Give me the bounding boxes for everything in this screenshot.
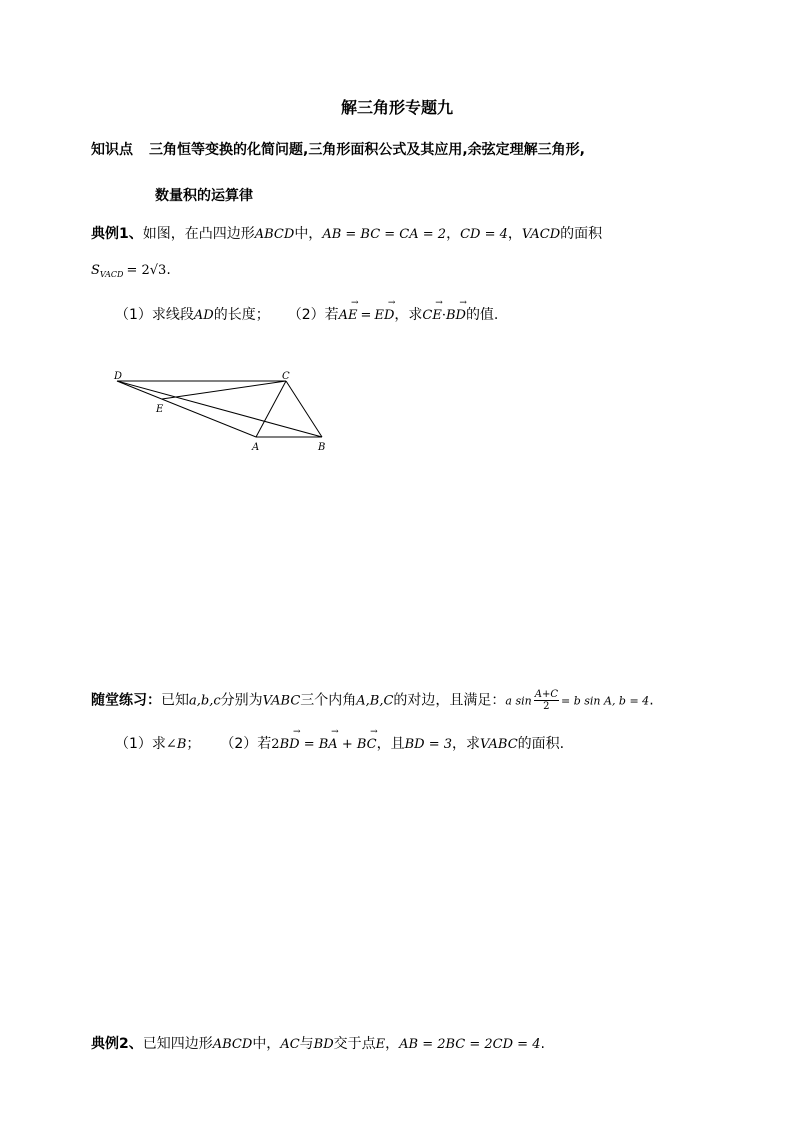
example1-q1-end: 的长度；	[213, 307, 270, 323]
example1-text: 中，	[294, 226, 323, 242]
knowledge-line-2: 数量积的运算律	[155, 188, 253, 204]
example1-q1: （1）求线段	[115, 307, 194, 323]
example2-end: .	[540, 1036, 545, 1052]
quadrilateral-figure	[100, 365, 340, 455]
vector-ed: → ED	[374, 308, 394, 323]
bd-length: BD = 3	[404, 737, 453, 752]
page-title: 解三角形专题九	[340, 98, 453, 117]
practice-text: 的对边，且满足：	[393, 692, 506, 709]
area-value: = 2√3	[126, 263, 167, 278]
example2-line-1	[91, 1033, 545, 1053]
example1-q2-end: 的值.	[465, 307, 499, 323]
example1-questions	[115, 304, 498, 324]
example1-text: 的面积	[560, 226, 603, 242]
point-e: E	[375, 1037, 386, 1052]
practice-triangle: VABC	[480, 737, 518, 752]
practice-q2: （2）若	[220, 736, 272, 752]
practice-q2-text: ，且	[376, 736, 405, 752]
practice-line-1	[91, 689, 654, 712]
segment-ad: AD	[193, 308, 214, 323]
label-d: D	[114, 371, 123, 382]
practice-text: 分别为	[220, 692, 263, 709]
practice-label: 随堂练习：	[91, 692, 161, 709]
segment-ac: AC	[280, 1037, 300, 1052]
segment-da	[117, 381, 256, 437]
vector-bc: → BC	[357, 737, 377, 752]
practice-q1-end: ；	[186, 736, 201, 752]
example2-text: 与	[299, 1036, 314, 1052]
example2-text: 交于点	[333, 1036, 376, 1052]
vector-bd: → BD	[280, 737, 300, 752]
example1-text: ，	[507, 226, 522, 242]
vector-ce: → CE	[422, 308, 441, 323]
knowledge-text-1: 三角恒等变换的化简问题,三角形面积公式及其应用,余弦定理解三角形,	[149, 142, 585, 158]
fraction-numerator: A+C	[534, 689, 558, 700]
segment-ce	[162, 381, 286, 399]
practice-angles: A,B,C	[356, 693, 394, 709]
practice-sides: a,b,c	[189, 693, 221, 709]
example1-text: 如图，在凸四边形	[142, 226, 255, 242]
area-end: .	[166, 262, 171, 278]
example2-text: 已知四边形	[142, 1036, 213, 1052]
example1-eq2: CD = 4	[460, 227, 508, 242]
condition-end: .	[649, 692, 654, 709]
label-b: B	[318, 442, 326, 453]
example1-quad: ABCD	[254, 227, 295, 242]
example1-q2-text: ，求	[394, 307, 423, 323]
angle-b: ∠B	[165, 737, 187, 752]
example1-triangle: VACD	[521, 227, 561, 242]
example1-area	[91, 262, 171, 279]
example1-q2: （2）若	[287, 307, 339, 323]
practice-text: 三个内角	[300, 692, 357, 709]
knowledge-line-1	[91, 139, 585, 159]
area-symbol: S	[91, 263, 100, 278]
label-a: A	[252, 442, 260, 453]
vector-bd: → BD	[446, 308, 466, 323]
segment-ca	[256, 381, 286, 437]
vector-ae: → AE	[339, 308, 358, 323]
practice-triangle: VABC	[262, 693, 301, 709]
equals-sign: =	[299, 737, 319, 752]
label-c: C	[282, 371, 290, 382]
example1-eq1: AB = BC = CA = 2	[322, 227, 447, 242]
condition-left: a sin	[505, 694, 532, 708]
example1-line-1	[91, 223, 602, 243]
example2-label: 典例2、	[91, 1036, 143, 1052]
condition-fraction	[534, 689, 559, 712]
practice-q2-end: 的面积.	[517, 736, 565, 752]
practice-text: 已知	[161, 692, 189, 709]
condition-right: = b sin A, b = 4	[561, 694, 650, 708]
knowledge-label: 知识点	[91, 142, 133, 158]
area-subscript: VACD	[99, 270, 124, 279]
example2-quad: ABCD	[212, 1037, 253, 1052]
coefficient-two: 2	[271, 737, 280, 752]
vector-ba: → BA	[319, 737, 338, 752]
fraction-denominator: 2	[543, 701, 550, 712]
practice-q1: （1）求	[115, 736, 166, 752]
example1-label: 典例1、	[91, 226, 143, 242]
example1-text: ，	[446, 226, 461, 242]
practice-questions	[115, 733, 564, 753]
practice-q2-text: ，求	[452, 736, 481, 752]
equals-sign: =	[360, 308, 372, 323]
example2-equation: AB = 2BC = 2CD = 4	[399, 1037, 541, 1052]
example2-text: ，	[385, 1036, 400, 1052]
plus-sign: +	[337, 737, 357, 752]
dot-operator: ·	[441, 308, 446, 323]
label-e: E	[156, 404, 164, 415]
example2-text: 中，	[252, 1036, 281, 1052]
segment-bd: BD	[313, 1037, 334, 1052]
